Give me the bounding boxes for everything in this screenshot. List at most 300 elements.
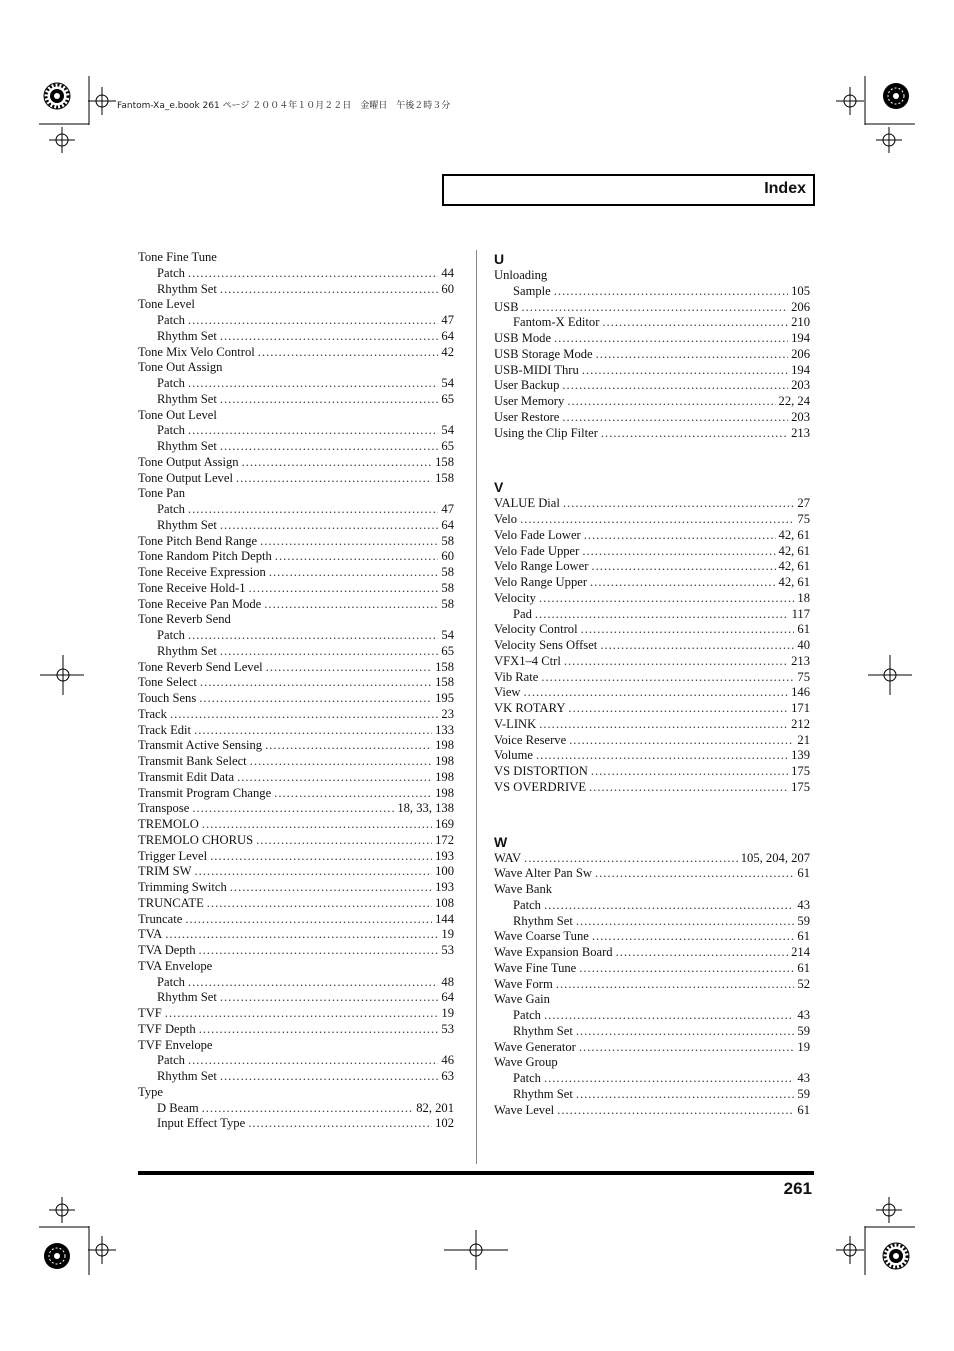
dot-leader xyxy=(202,1101,414,1117)
index-term: Velocity xyxy=(494,590,536,605)
index-term: Touch Sens xyxy=(138,691,197,705)
index-term: Wave Level xyxy=(494,1102,555,1117)
page-reference: 65 xyxy=(441,643,454,658)
page-reference: 169 xyxy=(435,817,454,831)
index-term: Patch xyxy=(513,1008,541,1022)
index-entry xyxy=(138,864,454,880)
page-reference: 18, 33, 138 xyxy=(397,801,454,816)
page-reference: 65 xyxy=(441,391,454,406)
index-term: Truncate xyxy=(138,911,183,926)
dot-leader xyxy=(576,914,795,930)
dot-leader xyxy=(524,851,738,867)
page-reference: 43 xyxy=(797,897,810,912)
index-column-left xyxy=(138,250,454,1132)
dot-leader xyxy=(237,770,432,786)
page-reference: 64 xyxy=(441,517,454,532)
index-letter-heading: W xyxy=(494,833,508,850)
section-title-box xyxy=(442,174,815,206)
index-term: USB Storage Mode xyxy=(494,346,593,361)
index-term: Velocity Control xyxy=(494,622,578,637)
page-reference: 75 xyxy=(797,512,810,526)
index-subentry xyxy=(494,607,810,623)
page-reference: 48 xyxy=(441,974,454,989)
dot-leader xyxy=(220,392,439,408)
index-entry xyxy=(494,559,810,575)
index-term: Tone Mix Velo Control xyxy=(138,344,255,359)
index-entry xyxy=(138,250,454,266)
dot-leader xyxy=(569,733,794,749)
index-entry xyxy=(138,801,454,817)
index-subentry xyxy=(138,1116,454,1132)
index-term: Input Effect Type xyxy=(157,1116,246,1131)
index-entry xyxy=(494,780,810,796)
dot-leader xyxy=(601,426,788,442)
dot-leader xyxy=(524,685,789,701)
index-entry xyxy=(494,654,810,670)
index-entry xyxy=(138,912,454,928)
dot-leader xyxy=(563,496,795,512)
dot-leader xyxy=(602,315,788,331)
index-term: Transmit Active Sensing xyxy=(138,738,263,753)
index-term: Tone Output Assign xyxy=(138,454,239,469)
index-term: Tone Receive Pan Mode xyxy=(138,596,262,611)
index-entry xyxy=(494,496,810,512)
index-term: Rhythm Set xyxy=(513,1086,573,1101)
page-reference: 100 xyxy=(435,864,454,879)
page-reference: 198 xyxy=(435,754,454,768)
index-entry xyxy=(138,943,454,959)
dot-leader xyxy=(194,723,432,739)
dot-leader xyxy=(258,345,439,361)
page-reference: 59 xyxy=(797,1023,810,1038)
page-reference: 42, 61 xyxy=(778,559,810,574)
index-entry xyxy=(494,622,810,638)
page-reference: 61 xyxy=(797,929,810,944)
page-reference: 40 xyxy=(797,638,810,652)
index-entry xyxy=(494,512,810,528)
index-term: Velocity Sens Offset xyxy=(494,638,598,652)
page-reference: 198 xyxy=(435,738,454,753)
index-term: Rhythm Set xyxy=(157,517,217,532)
index-subentry xyxy=(138,439,454,455)
index-term: WAV xyxy=(494,850,522,865)
index-entry xyxy=(494,426,810,442)
dot-leader xyxy=(220,282,439,298)
dot-leader xyxy=(249,581,439,597)
index-term: VS OVERDRIVE xyxy=(494,779,587,794)
index-term: Patch xyxy=(513,1071,541,1085)
dot-leader xyxy=(250,754,432,770)
index-subentry xyxy=(138,282,454,298)
index-entry xyxy=(494,929,810,945)
dot-leader xyxy=(539,717,788,733)
index-term: Transmit Program Change xyxy=(138,785,272,800)
dot-leader xyxy=(539,591,794,607)
index-subentry xyxy=(494,898,810,914)
index-term: Velo xyxy=(494,512,518,526)
page-reference: 133 xyxy=(435,722,454,737)
index-term: Rhythm Set xyxy=(513,913,573,928)
index-entry xyxy=(138,360,454,376)
index-entry xyxy=(138,738,454,754)
page-reference: 65 xyxy=(441,439,454,453)
index-term: Rhythm Set xyxy=(157,439,217,453)
index-term: TREMOLO xyxy=(138,817,199,831)
page-reference: 23 xyxy=(441,706,454,721)
index-entry xyxy=(138,1006,454,1022)
index-entry xyxy=(138,408,454,424)
index-term: VFX1–4 Ctrl xyxy=(494,653,561,668)
corner-rosette-bottom-right-icon xyxy=(883,1243,909,1269)
page-reference: 105 xyxy=(791,283,810,298)
dot-leader xyxy=(596,347,788,363)
index-term: TVA Depth xyxy=(138,943,196,957)
page-reference: 144 xyxy=(435,911,454,926)
page-reference: 19 xyxy=(441,927,454,942)
corner-rosette-top-left-icon xyxy=(44,83,70,109)
index-term: Patch xyxy=(157,423,185,438)
dot-leader xyxy=(185,912,432,928)
page-reference: 54 xyxy=(441,376,454,390)
index-letter-heading: V xyxy=(494,479,504,496)
index-entry xyxy=(494,685,810,701)
index-term: Wave Bank xyxy=(494,882,553,896)
index-term: Voice Reserve xyxy=(494,732,567,747)
index-entry xyxy=(138,534,454,550)
dot-leader xyxy=(562,410,788,426)
page-reference: 175 xyxy=(791,779,810,794)
index-entry xyxy=(494,977,810,993)
index-entry xyxy=(494,268,810,284)
index-term: Using the Clip Filter xyxy=(494,425,598,440)
page-reference: 175 xyxy=(791,764,810,778)
dot-leader xyxy=(220,1069,439,1085)
dot-leader xyxy=(188,423,438,439)
page-reference: 47 xyxy=(441,502,454,516)
dot-leader xyxy=(195,864,433,880)
index-subentry xyxy=(138,644,454,660)
index-term: Patch xyxy=(157,265,185,280)
index-term: VK ROTARY xyxy=(494,701,566,715)
index-entry xyxy=(138,1022,454,1038)
page-reference: 58 xyxy=(441,565,454,579)
index-entry xyxy=(138,833,454,849)
index-entry xyxy=(138,565,454,581)
page-reference: 210 xyxy=(791,315,810,330)
index-term: TREMOLO CHORUS xyxy=(138,832,254,847)
index-term: Wave Group xyxy=(494,1055,558,1070)
page-reference: 206 xyxy=(791,346,810,361)
index-entry xyxy=(138,345,454,361)
index-term: Wave Fine Tune xyxy=(494,960,577,975)
page-reference: 59 xyxy=(797,1086,810,1101)
dot-leader xyxy=(568,701,788,717)
page-reference: 206 xyxy=(791,299,810,314)
dot-leader xyxy=(170,707,438,723)
index-entry xyxy=(138,612,454,628)
dot-leader xyxy=(266,660,432,676)
dot-leader xyxy=(236,471,432,487)
index-term: VS DISTORTION xyxy=(494,764,588,778)
index-term: Tone Reverb Send Level xyxy=(138,659,263,674)
index-subentry xyxy=(494,1008,810,1024)
index-subentry xyxy=(494,1024,810,1040)
dot-leader xyxy=(557,1103,794,1119)
index-term: Velo Range Upper xyxy=(494,575,588,589)
index-entry xyxy=(494,591,810,607)
page-reference: 75 xyxy=(797,669,810,684)
dot-leader xyxy=(230,880,432,896)
page-reference: 139 xyxy=(791,748,810,763)
dot-leader xyxy=(564,654,788,670)
page-reference: 43 xyxy=(797,1008,810,1022)
index-entry xyxy=(494,394,810,410)
dot-leader xyxy=(579,1040,795,1056)
index-term: Sample xyxy=(513,283,551,298)
dot-leader xyxy=(554,331,788,347)
dot-leader xyxy=(220,329,439,345)
page-reference: 47 xyxy=(441,313,454,327)
page-reference: 194 xyxy=(791,331,810,345)
index-term: Patch xyxy=(157,628,185,642)
index-entry xyxy=(494,701,810,717)
dot-leader xyxy=(188,975,438,991)
index-term: Rhythm Set xyxy=(157,281,217,296)
dot-leader xyxy=(567,394,775,410)
index-term: Patch xyxy=(157,1053,185,1068)
index-term: View xyxy=(494,685,521,700)
page-reference: 54 xyxy=(441,423,454,438)
index-entry xyxy=(494,961,810,977)
index-term: Velo Range Lower xyxy=(494,559,589,574)
dot-leader xyxy=(536,748,788,764)
index-term: Tone Random Pitch Depth xyxy=(138,549,272,564)
dot-leader xyxy=(188,266,438,282)
dot-leader xyxy=(584,528,776,544)
page-reference: 194 xyxy=(791,362,810,377)
index-term: Rhythm Set xyxy=(157,643,217,658)
index-entry xyxy=(494,851,810,867)
index-term: Tone Level xyxy=(138,297,195,312)
dot-leader xyxy=(220,644,439,660)
corner-rosette-bottom-left-icon xyxy=(44,1243,70,1269)
page-reference: 44 xyxy=(441,265,454,280)
index-entry xyxy=(494,764,810,780)
dot-leader xyxy=(188,313,438,329)
index-entry xyxy=(138,1085,454,1101)
index-entry xyxy=(494,1040,810,1056)
page-reference: 58 xyxy=(441,580,454,595)
index-entry xyxy=(138,297,454,313)
page-reference: 117 xyxy=(791,606,810,621)
dot-leader xyxy=(202,817,432,833)
dot-leader xyxy=(556,977,795,993)
page-reference: 63 xyxy=(441,1069,454,1083)
index-term: Tone Output Level xyxy=(138,470,233,485)
dot-leader xyxy=(600,638,794,654)
page-reference: 214 xyxy=(791,945,810,959)
dot-leader xyxy=(520,512,794,528)
index-entry xyxy=(138,849,454,865)
index-term: Vib Rate xyxy=(494,669,539,684)
index-subentry xyxy=(138,975,454,991)
index-term: User Restore xyxy=(494,409,560,424)
page-reference: 64 xyxy=(441,328,454,343)
index-term: Tone Receive Expression xyxy=(138,565,266,579)
dot-leader xyxy=(199,691,432,707)
dot-leader xyxy=(207,896,432,912)
dot-leader xyxy=(544,1008,794,1024)
dot-leader xyxy=(200,675,432,691)
dot-leader xyxy=(210,849,432,865)
page-reference: 158 xyxy=(435,454,454,469)
index-entry xyxy=(138,471,454,487)
index-entry xyxy=(494,945,810,961)
index-term: Tone Select xyxy=(138,675,197,690)
dot-leader xyxy=(576,1087,795,1103)
page-reference: 158 xyxy=(435,675,454,690)
index-entry xyxy=(494,378,810,394)
index-entry xyxy=(138,770,454,786)
dot-leader xyxy=(199,1022,439,1038)
index-term: TVA xyxy=(138,927,163,942)
index-entry xyxy=(138,786,454,802)
page-reference: 27 xyxy=(797,496,810,511)
dot-leader xyxy=(199,943,439,959)
index-term: TRIM SW xyxy=(138,864,192,879)
dot-leader xyxy=(256,833,432,849)
dot-leader xyxy=(579,961,794,977)
file-header: Fantom-Xa_e.book 261 ページ ２００４年１０月２２日 金曜日 午後２時３分 xyxy=(117,101,451,111)
index-term: TVF xyxy=(138,1006,162,1020)
dot-leader xyxy=(591,764,788,780)
index-term: USB Mode xyxy=(494,331,552,345)
page-reference: 64 xyxy=(441,990,454,1005)
index-term: Patch xyxy=(157,376,185,390)
page-reference: 58 xyxy=(441,596,454,611)
page-reference: 198 xyxy=(435,785,454,800)
index-term: D Beam xyxy=(157,1100,199,1115)
index-term: VALUE Dial xyxy=(494,496,560,511)
index-term: Velo Fade Lower xyxy=(494,527,581,542)
index-term: Rhythm Set xyxy=(157,328,217,343)
index-subentry xyxy=(494,1071,810,1087)
index-entry xyxy=(138,927,454,943)
index-entry xyxy=(494,1055,810,1071)
index-term: USB-MIDI Thru xyxy=(494,362,579,377)
index-subentry xyxy=(494,315,810,331)
index-entry xyxy=(138,486,454,502)
index-subentry xyxy=(138,502,454,518)
dot-leader xyxy=(274,786,432,802)
index-entry xyxy=(494,528,810,544)
page-reference: 61 xyxy=(797,960,810,975)
dot-leader xyxy=(541,670,794,686)
page-reference: 59 xyxy=(797,913,810,928)
dot-leader xyxy=(265,738,432,754)
index-term: Tone Reverb Send xyxy=(138,612,231,627)
page-reference: 42, 61 xyxy=(778,527,810,542)
index-term: Tone Pan xyxy=(138,486,186,501)
dot-leader xyxy=(562,378,788,394)
index-entry xyxy=(138,707,454,723)
index-term: Wave Gain xyxy=(494,992,550,1007)
dot-leader xyxy=(535,607,789,623)
corner-rosette-top-right-icon xyxy=(883,83,909,109)
index-entry xyxy=(494,992,810,1008)
section-title: Index xyxy=(764,180,806,197)
index-subentry xyxy=(138,392,454,408)
dot-leader xyxy=(188,376,438,392)
index-entry xyxy=(494,300,810,316)
index-term: Velo Fade Upper xyxy=(494,543,580,558)
index-term: Rhythm Set xyxy=(157,391,217,406)
index-subentry xyxy=(138,1069,454,1085)
index-subentry xyxy=(138,1053,454,1069)
index-entry xyxy=(494,331,810,347)
page-reference: 61 xyxy=(797,866,810,881)
page-reference: 60 xyxy=(441,549,454,564)
page-reference: 105, 204, 207 xyxy=(740,850,810,865)
index-entry xyxy=(138,660,454,676)
page-reference: 82, 201 xyxy=(416,1100,454,1115)
dot-leader xyxy=(581,622,795,638)
dot-leader xyxy=(260,534,438,550)
index-entry xyxy=(138,1038,454,1054)
page-reference: 213 xyxy=(791,425,810,440)
index-column-right xyxy=(494,250,810,1118)
page-reference: 203 xyxy=(791,378,810,393)
page-reference: 42, 61 xyxy=(778,575,810,589)
index-term: Track xyxy=(138,706,167,721)
page-reference: 18 xyxy=(797,590,810,605)
dot-leader xyxy=(220,990,439,1006)
page-reference: 60 xyxy=(441,281,454,296)
index-term: User Backup xyxy=(494,378,560,393)
index-entry xyxy=(138,691,454,707)
index-entry xyxy=(494,670,810,686)
index-subentry xyxy=(494,1087,810,1103)
page-number: 261 xyxy=(783,1179,812,1198)
page-reference: 46 xyxy=(441,1053,454,1068)
page-reference: 213 xyxy=(791,653,810,668)
dot-leader xyxy=(589,780,788,796)
index-entry xyxy=(138,581,454,597)
index-entry xyxy=(138,549,454,565)
page-reference: 52 xyxy=(797,976,810,991)
page-reference: 146 xyxy=(791,685,810,700)
index-entry xyxy=(494,544,810,560)
page-reference: 42 xyxy=(441,344,454,359)
dot-leader xyxy=(165,1006,439,1022)
index-term: Trimming Switch xyxy=(138,880,227,894)
index-subentry xyxy=(138,329,454,345)
page-reference: 203 xyxy=(791,409,810,424)
index-term: Transpose xyxy=(138,801,190,816)
index-entry xyxy=(138,817,454,833)
index-term: Transmit Edit Data xyxy=(138,769,235,784)
dot-leader xyxy=(188,1053,438,1069)
dot-leader xyxy=(248,1116,432,1132)
index-subentry xyxy=(494,914,810,930)
dot-leader xyxy=(592,929,795,945)
dot-leader xyxy=(544,1071,794,1087)
page-reference: 61 xyxy=(797,622,810,637)
index-term: TVA Envelope xyxy=(138,958,213,973)
page-reference: 54 xyxy=(441,628,454,642)
dot-leader xyxy=(165,927,438,943)
index-term: Patch xyxy=(157,502,185,516)
